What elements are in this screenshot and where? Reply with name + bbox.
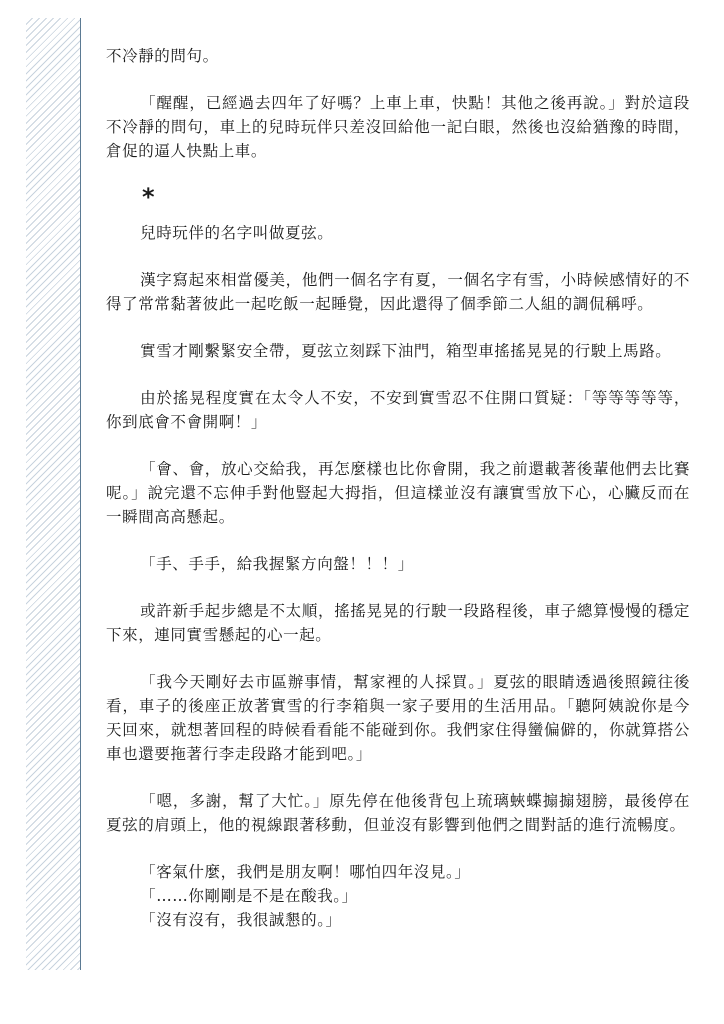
paragraph: 兒時玩伴的名字叫做夏弦。: [140, 224, 334, 242]
paragraph: 「手、手手，給我握緊方向盤！！！」: [140, 555, 414, 573]
paragraph: 實雪才剛繫緊安全帶，夏弦立刻踩下油門，箱型車搖搖晃晃的行駛上馬路。: [140, 342, 672, 360]
paragraph: 「客氣什麼，我們是朋友啊！哪怕四年沒見。」: [140, 863, 471, 881]
paragraph: 「會、會，放心交給我，再怎麼樣也比你會開，我之前還載著後輩他們去比賽呢。」說完還不忘伸手對他豎起大拇指，但這樣並沒有讓實雪放下心，心臟反而在一瞬間高高懸起。: [106, 460, 690, 526]
paragraph: 「我今天剛好去市區辦事情，幫家裡的人採買。」夏弦的眼睛透過後照鏡往後看，車子的後座正放著實雪的行李箱與一家子要用的生活用品。「聽阿姨說你是今天回來，就想著回程的時候看看能不能碰到你。我們家住得蠻偏僻的，你就算搭公車也還要拖著行李走段路才能到吧。」: [106, 673, 690, 763]
paragraph: 漢字寫起來相當優美，他們一個名字有夏，一個名字有雪，小時候感情好的不得了常常黏著彼此一起吃飯一起睡覺，因此還得了個季節二人組的調侃稱呼。: [106, 271, 690, 313]
section-break: *: [142, 183, 156, 211]
paragraph: 或許新手起步總是不太順，搖搖晃晃的行駛一段路程後，車子總算慢慢的穩定下來，連同實雪懸起的心一起。: [106, 602, 690, 644]
paragraph: 「沒有沒有，我很誠懇的。」: [140, 911, 342, 929]
paragraph: 由於搖晃程度實在太令人不安，不安到實雪忍不住開口質疑：「等等等等等，你到底會不會開啊！」: [106, 389, 690, 431]
paragraph: 「醒醒，已經過去四年了好嗎？上車上車，快點！其他之後再說。」對於這段不冷靜的問句，車上的兒時玩伴只差沒回給他一記白眼，然後也沒給猶豫的時間，倉促的逼人快點上車。: [106, 94, 690, 160]
paragraph: 不冷靜的問句。: [106, 47, 219, 65]
paragraph: 「嗯，多謝，幫了大忙。」原先停在他後背包上琉璃蛺蝶搧搧翅膀，最後停在夏弦的肩頭上，他的視線跟著移動，但並沒有影響到他們之間對話的進行流暢度。: [106, 792, 690, 834]
margin-decoration: [26, 18, 81, 970]
paragraph: 「……你剛剛是不是在酸我。」: [140, 887, 358, 905]
document-body: [106, 44, 690, 932]
